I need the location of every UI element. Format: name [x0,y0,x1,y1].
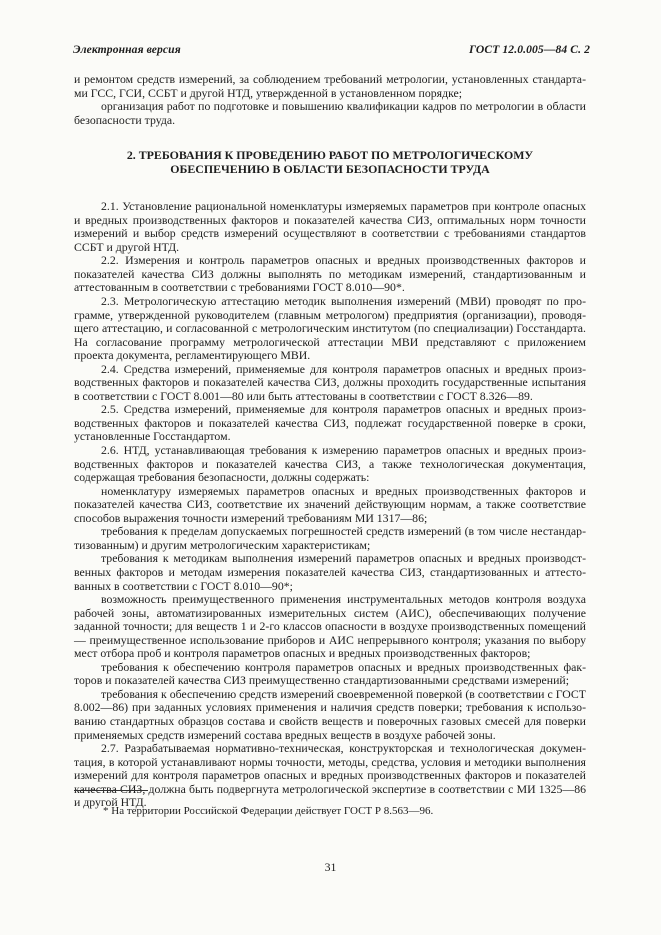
list-item: требования к обеспечению средств измерений своевременной поверкой (в соответствии с ГОСТ 8.002—86) при заданных условиях применения и наличия средств поверки; требования к использованию стандартных образцов состава и свойств веществ и поверочных газовых смесей для поверки применяемых средств измерений состава вредных веществ в воздухе рабочей зоны. [74,686,586,742]
header-edition-label: Электронная версия [73,43,181,56]
paragraph-2-3: 2.3. Метрологическую аттестацию методик выполнения измерений (МВИ) проводят по программе, утвержденной руководителем (главным метрологом) предприятия (организации), проводящего аттестацию, и согласованной с метрологическим институтом (по специализации) Госстандарта. На согласование программу метрологической аттестации МВИ представляют с приложением проекта документа, регламентирующего МВИ. [74,294,586,363]
footnote: * На территории Российской Федерации действует ГОСТ Р 8.563—96. [103,805,434,817]
paragraph-2-7: 2.7. Разрабатываемая нормативно-техническая, конструкторская и технологическая документация, в которой устанавливают нормы точности, методы, средства, условия и методики выполнения измерений для контроля параметров опасных и вредных производственных факторов и показателей качества СИЗ, должна быть подвергнута метрологической экспертизе в соответствии с МИ 1325—86 и другой НТД. [74,741,586,810]
list-item: требования к обеспечению контроля параметров опасных и вредных производственных факторов и показателей качества СИЗ преимущественно стандартизованными средствами измерений; [74,659,586,688]
page-number: 31 [324,860,337,874]
list-item: требования к пределам допускаемых погрешностей средств измерений (в том числе нестандартизованным) и другим метрологическим характеристикам; [74,524,586,552]
intro-paragraph: организация работ по подготовке и повышению квалификации кадров по метрологии в области безопасности труда. [74,99,586,127]
document-body [74,73,586,810]
paragraph-2-2: 2.2. Измерения и контроль параметров опасных и вредных производственных факторов и показателей качества СИЗ должны выполнять по методикам измерений, стандартизованным и аттестованным в соответствии с требованиями ГОСТ 8.010—90*. [74,253,586,295]
paragraph-2-1: 2.1. Установление рациональной номенклатуры измеряемых параметров при контроле опасных и вредных производственных факторов и показателей качества СИЗ, оптимальных норм точности измерений и выбор средств измерений осуществляют в соответствии с требованиями стандартов ССБТ и другой НТД. [74,199,586,254]
section-heading: 2. ТРЕБОВАНИЯ К ПРОВЕДЕНИЮ РАБОТ ПО МЕТРОЛОГИЧЕСКОМУ ОБЕСПЕЧЕНИЮ В ОБЛАСТИ БЕЗОПАСНОСТИ ТРУДА [126,148,534,177]
list-item: возможность преимущественного применения инструментальных методов контроля воздуха рабочей зоны, автоматизированных измерительных систем (АИС), обеспечивающих получение заданной точности; для веществ 1 и 2-го классов опасности в воздухе производственных помещений — преимущественное использование приборов и АИС непрерывного контроля; указания по выбору мест отбора проб и контроля параметров опасных и вредных производственных факторов; [74,592,586,661]
footnote-divider [74,790,148,791]
intro-paragraph: и ремонтом средств измерений, за соблюдением требований метрологии, установленных стандартами ГСС, ГСИ, ССБТ и другой НТД, утвержденной в установленном порядке; [74,72,586,100]
header-standard-id: ГОСТ 12.0.005—84 С. 2 [468,43,590,56]
list-item: номенклатуру измеряемых параметров опасных и вредных производственных факторов и показателей качества СИЗ, соответствие их значений действующим нормам, а также соответствие способов выражения точности измерений требованиям МИ 1317—86; [74,483,586,525]
paragraph-2-5: 2.5. Средства измерений, применяемые для контроля параметров опасных и вредных производственных факторов и показателей качества СИЗ, подлежат государственной поверке в сроки, установленные Госстандартом. [74,402,586,444]
list-item: требования к методикам выполнения измерений параметров опасных и вредных производственных факторов и методам измерения показателей качества СИЗ, стандартизованных и аттестованных в соответствии с ГОСТ 8.010—90*; [74,551,586,593]
paragraph-2-6: 2.6. НТД, устанавливающая требования к измерению параметров опасных и вредных производственных факторов и показателей качества СИЗ, а также технологическая документация, содержащая требования безопасности, должны содержать: [74,443,586,485]
paragraph-2-4: 2.4. Средства измерений, применяемые для контроля параметров опасных и вредных производственных факторов и показателей качества СИЗ, должны проходить государственные испытания в соответствии с ГОСТ 8.001—80 или быть аттестованы в соответствии с ГОСТ 8.326—89. [74,361,586,403]
